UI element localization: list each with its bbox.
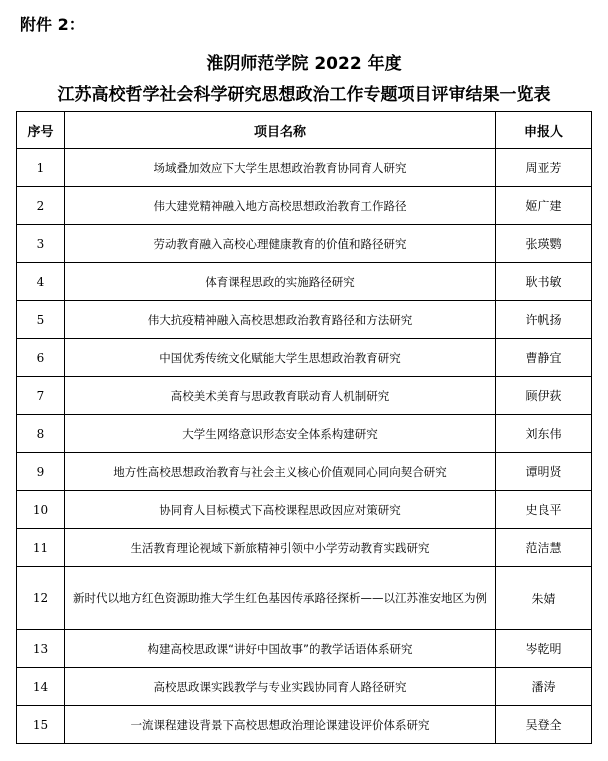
row-applicant: 潘涛 [496,668,592,706]
table-row [17,339,592,377]
row-applicant: 范洁慧 [496,529,592,567]
row-project: 协同育人目标模式下高校课程思政因应对策研究 [65,491,496,529]
document-title-line1: 淮阴师范学院 2022 年度 [206,54,402,74]
table-row [17,567,592,630]
header-no: 序号 [17,112,65,149]
row-applicant: 刘东伟 [496,415,592,453]
results-table [16,111,592,744]
row-applicant: 顾伊荻 [496,377,592,415]
row-applicant: 耿书敏 [496,263,592,301]
row-no: 9 [17,453,65,491]
table-row [17,377,592,415]
row-applicant: 朱婧 [496,567,592,630]
row-applicant: 曹静宜 [496,339,592,377]
row-project: 场域叠加效应下大学生思想政治教育协同育人研究 [65,149,496,187]
row-no: 12 [17,567,65,630]
row-project: 高校思政课实践教学与专业实践协同育人路径研究 [65,668,496,706]
row-project: 体育课程思政的实施路径研究 [65,263,496,301]
table-row [17,453,592,491]
row-no: 2 [17,187,65,225]
table-row [17,630,592,668]
row-project: 高校美术美育与思政教育联动育人机制研究 [65,377,496,415]
row-no: 13 [17,630,65,668]
table-row [17,415,592,453]
row-applicant: 吴登全 [496,706,592,744]
table-row [17,706,592,744]
row-no: 10 [17,491,65,529]
row-no: 6 [17,339,65,377]
row-project: 构建高校思政课“讲好中国故事”的教学话语体系研究 [65,630,496,668]
row-applicant: 姬广建 [496,187,592,225]
table-row [17,149,592,187]
row-no: 11 [17,529,65,567]
row-project: 伟大建党精神融入地方高校思想政治教育工作路径 [65,187,496,225]
row-project: 一流课程建设背景下高校思想政治理论课建设评价体系研究 [65,706,496,744]
row-no: 14 [17,668,65,706]
row-project: 伟大抗疫精神融入高校思想政治教育路径和方法研究 [65,301,496,339]
row-project: 大学生网络意识形态安全体系构建研究 [65,415,496,453]
row-project: 地方性高校思想政治教育与社会主义核心价值观同心同向契合研究 [65,453,496,491]
header-project: 项目名称 [65,112,496,149]
row-no: 3 [17,225,65,263]
row-no: 8 [17,415,65,453]
row-no: 7 [17,377,65,415]
table-row [17,301,592,339]
row-project: 新时代以地方红色资源助推大学生红色基因传承路径探析——以江苏淮安地区为例 [65,567,496,630]
table-row [17,225,592,263]
row-applicant: 岑乾明 [496,630,592,668]
table-header-row [17,112,592,149]
row-no: 1 [17,149,65,187]
attachment-label: 附件 2： [20,15,85,34]
row-no: 5 [17,301,65,339]
row-applicant: 许帆扬 [496,301,592,339]
table-row [17,668,592,706]
row-applicant: 张瑛鹦 [496,225,592,263]
row-applicant: 史良平 [496,491,592,529]
row-project: 生活教育理论视域下新旅精神引领中小学劳动教育实践研究 [65,529,496,567]
row-project: 劳动教育融入高校心理健康教育的价值和路径研究 [65,225,496,263]
row-no: 15 [17,706,65,744]
row-project: 中国优秀传统文化赋能大学生思想政治教育研究 [65,339,496,377]
row-no: 4 [17,263,65,301]
table-row [17,187,592,225]
row-applicant: 谭明贤 [496,453,592,491]
document-title-line2: 江苏高校哲学社会科学研究思想政治工作专题项目评审结果一览表 [57,85,551,105]
header-applicant: 申报人 [496,112,592,149]
row-applicant: 周亚芳 [496,149,592,187]
table-row [17,491,592,529]
table-row [17,529,592,567]
table-row [17,263,592,301]
